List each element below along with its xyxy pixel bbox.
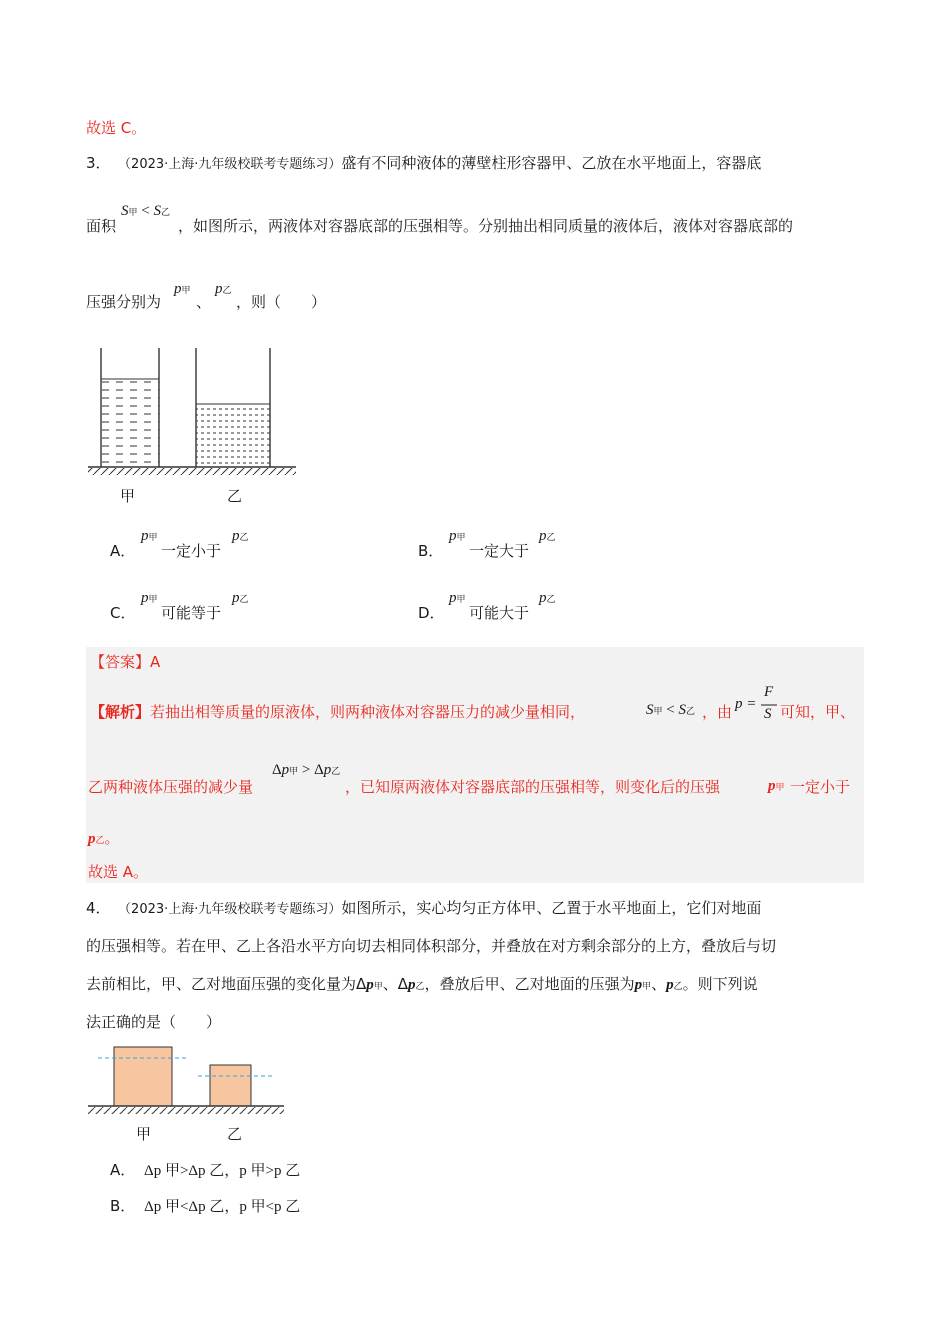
analysis-p-jia xyxy=(768,776,785,795)
q3-source: （2023·上海·九年级校联考专题练习） xyxy=(124,157,342,172)
sub-yi: 乙 xyxy=(331,767,341,777)
q4-line-1 xyxy=(86,898,761,920)
q3-option-a-p-yi xyxy=(232,528,249,545)
sym-p: p xyxy=(449,528,457,544)
sym-p: p xyxy=(141,528,149,544)
q3-option-d-letter[interactable]: D． xyxy=(418,604,445,622)
analysis-2c: 一定小于 xyxy=(790,778,851,796)
q4-fig-label-yi: 乙 xyxy=(227,1125,243,1143)
sym-p: p xyxy=(232,528,240,544)
sym-p: p xyxy=(215,281,223,297)
q3-line1-text: 盛有不同种液体的薄壁柱形容器甲、乙放在水平地面上，容器底 xyxy=(341,154,762,172)
sym-p: p xyxy=(366,977,374,993)
q4-line-4: 法正确的是（ ） xyxy=(86,1013,222,1031)
q4-line3-b: 、Δ xyxy=(382,975,409,993)
cube-yi xyxy=(210,1065,251,1106)
sub-yi: 乙 xyxy=(546,595,556,605)
q3-option-a-letter[interactable]: A． xyxy=(110,542,136,560)
q3-analysis-line1 xyxy=(90,702,585,722)
q3-line3-pre: 压强分别为 xyxy=(86,293,162,311)
q3-containers-figure xyxy=(86,346,298,476)
ground-hatch xyxy=(88,1107,284,1114)
q3-option-b-text: 一定大于 xyxy=(469,542,530,560)
sub-jia: 甲 xyxy=(456,595,466,605)
q3-line3-mid: 、 xyxy=(196,293,212,311)
q3-fig-label-jia: 甲 xyxy=(120,487,136,505)
sub-jia: 甲 xyxy=(181,286,191,296)
q3-option-a-text: 一定小于 xyxy=(161,542,222,560)
q3-conclusion: 故选 A。 xyxy=(88,863,149,881)
analysis-label: 【解析】 xyxy=(90,703,151,721)
ground xyxy=(88,467,296,475)
sub-jia: 甲 xyxy=(148,595,158,605)
analysis-line3 xyxy=(88,827,120,848)
q3-area-compare xyxy=(121,203,170,220)
sub-jia: 甲 xyxy=(642,982,652,992)
q3-answer: 【答案】A xyxy=(90,653,161,671)
sym-p: p xyxy=(634,977,643,993)
sub-jia: 甲 xyxy=(456,533,466,543)
sym-S: S xyxy=(678,702,686,718)
sub-yi: 乙 xyxy=(239,595,249,605)
formula-p: p = xyxy=(735,696,757,712)
sym-p: p xyxy=(449,590,457,606)
sym-p: p xyxy=(408,977,416,993)
formula-numerator-F: F xyxy=(764,684,774,700)
sub-yi: 乙 xyxy=(415,982,425,992)
q4-line3-d: 、 xyxy=(651,975,667,993)
q3-line3-post: ，则（ ） xyxy=(236,293,327,311)
q3-option-d-p-jia xyxy=(449,590,466,607)
q3-p-yi xyxy=(215,281,232,298)
q4-source: （2023·上海·九年级校联考专题练习） xyxy=(124,902,342,917)
sym-p: p xyxy=(174,281,182,297)
q3-option-c-text: 可能等于 xyxy=(161,604,222,622)
q4-option-b-letter: B． xyxy=(110,1197,136,1215)
analysis-delta-compare xyxy=(272,762,340,779)
sym-S: S xyxy=(121,203,129,219)
q4-fig-label-jia: 甲 xyxy=(136,1125,152,1143)
sub-jia: 甲 xyxy=(128,208,138,218)
q4-line-2: 的压强相等。若在甲、乙上各沿水平方向切去相同体积部分，并叠放在对方剩余部分的上方，叠放后与切 xyxy=(86,937,777,955)
sub-yi: 乙 xyxy=(685,707,695,717)
q4-line3-a: 去前相比，甲、乙对地面压强的变化量为Δ xyxy=(86,975,367,993)
q4-option-b-text: Δp 甲<Δp 乙，p 甲<p 乙 xyxy=(144,1199,301,1215)
q3-p-jia xyxy=(174,281,191,298)
gt-sign: > xyxy=(301,762,311,778)
lt-sign: < xyxy=(141,203,150,219)
delta-sign: Δ xyxy=(272,762,282,778)
sym-p: p xyxy=(666,977,674,993)
q3-option-b-p-yi xyxy=(539,528,556,545)
q4-option-a-text: Δp 甲>Δp 乙，p 甲>p 乙 xyxy=(144,1163,301,1179)
q3-option-a-p-jia xyxy=(141,528,158,545)
sym-S: S xyxy=(153,203,161,219)
q3-option-d-p-yi xyxy=(539,590,556,607)
sub-jia: 甲 xyxy=(289,767,299,777)
sym-p: p xyxy=(281,762,290,778)
sub-yi: 乙 xyxy=(160,208,170,218)
sym-p: p xyxy=(88,831,96,847)
delta-sign: Δ xyxy=(314,762,324,778)
analysis-1b: ，由 xyxy=(702,703,733,721)
sub-yi: 乙 xyxy=(95,836,105,846)
q4-line3-c: ，叠放后甲、乙对地面的压强为 xyxy=(424,975,635,993)
q3-line-1 xyxy=(86,153,761,175)
sub-yi: 乙 xyxy=(546,533,556,543)
container-jia xyxy=(101,348,159,467)
sub-yi: 乙 xyxy=(239,533,249,543)
q3-number: 3． xyxy=(86,154,111,172)
lt-sign: < xyxy=(666,702,675,718)
sub-jia: 甲 xyxy=(373,982,383,992)
container-yi xyxy=(196,348,270,467)
cube-jia xyxy=(114,1047,172,1106)
q3-fig-label-yi: 乙 xyxy=(227,487,243,505)
sub-yi: 乙 xyxy=(222,286,232,296)
q4-line3-e: 。则下列说 xyxy=(682,975,758,993)
analysis-1a: 若抽出相等质量的原液体，则两种液体对容器压力的减少量相同， xyxy=(150,703,586,721)
formula-denominator-S: S xyxy=(764,706,772,722)
q3-option-c-letter[interactable]: C． xyxy=(110,604,136,622)
analysis-2b: ，已知原两液体对容器底部的压强相等，则变化后的压强 xyxy=(345,778,721,796)
q3-line2-pre: 面积 xyxy=(86,217,117,235)
sub-yi: 乙 xyxy=(673,982,683,992)
q4-option-b[interactable] xyxy=(110,1196,300,1217)
sub-jia: 甲 xyxy=(775,783,785,793)
sym-p: p xyxy=(323,762,332,778)
sym-p: p xyxy=(539,590,547,606)
sym-p: p xyxy=(141,590,149,606)
answer-box xyxy=(86,647,864,883)
q3-option-c-p-yi xyxy=(232,590,249,607)
sub-jia: 甲 xyxy=(653,707,663,717)
analysis-2a: 乙两种液体压强的减少量 xyxy=(88,778,254,796)
sub-jia: 甲 xyxy=(148,533,158,543)
sym-p: p xyxy=(768,778,776,794)
q3-option-c-p-jia xyxy=(141,590,158,607)
q4-option-a[interactable] xyxy=(110,1160,300,1181)
analysis-area-compare xyxy=(646,702,695,719)
analysis-1c: 可知，甲、 xyxy=(780,703,856,721)
q3-option-b-p-jia xyxy=(449,528,466,545)
prev-conclusion: 故选 C。 xyxy=(86,119,147,137)
sym-p: p xyxy=(539,528,547,544)
sym-S: S xyxy=(646,702,654,718)
q4-line1-text: 如图所示，实心均匀正方体甲、乙置于水平地面上，它们对地面 xyxy=(341,899,762,917)
q4-number: 4． xyxy=(86,899,111,917)
q3-option-d-text: 可能大于 xyxy=(469,604,530,622)
q4-cubes-figure xyxy=(86,1044,288,1118)
sym-p: p xyxy=(232,590,240,606)
q3-line-2 xyxy=(86,216,116,236)
q4-line-3 xyxy=(86,974,758,997)
analysis-3: 。 xyxy=(104,829,120,847)
q4-option-a-letter: A． xyxy=(110,1161,136,1179)
q3-line2-post: ，如图所示，两液体对容器底部的压强相等。分别抽出相同质量的液体后，液体对容器底部的 xyxy=(178,217,794,235)
q3-option-b-letter[interactable]: B． xyxy=(418,542,444,560)
